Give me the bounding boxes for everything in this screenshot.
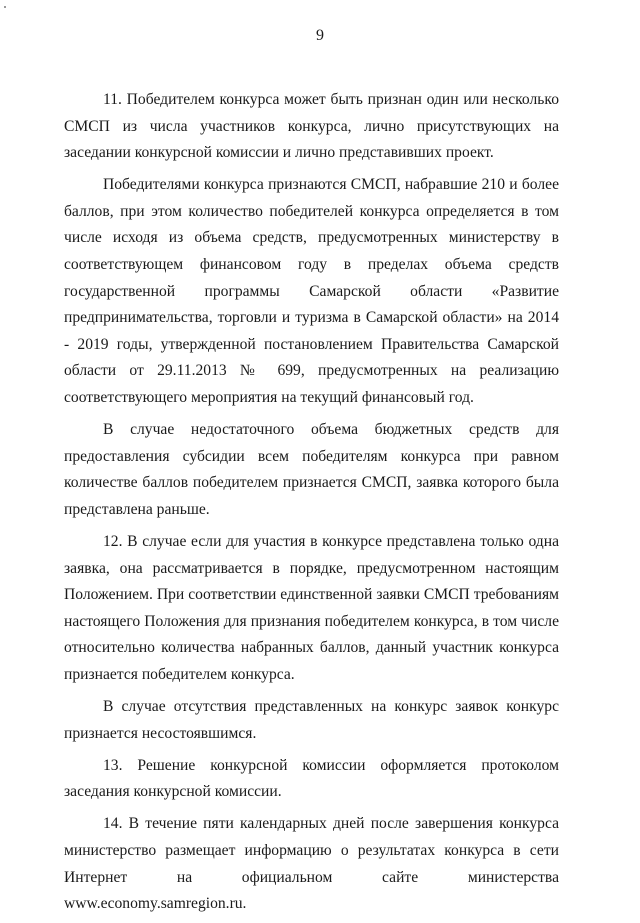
paragraph-14: 14. В течение пяти календарных дней после завершения конкурса министерство размещает информацию о результатах конкурса в сети Интернет на официальном сайте министерства www.economy.samregion.ru. <box>64 815 559 913</box>
paragraph-no-applications: В случае отсутствия представленных на конкурс заявок конкурс признается несостоявшимся. <box>64 698 559 742</box>
document-body <box>64 87 559 923</box>
paragraph-12: 12. В случае если для участия в конкурсе представлена только одна заявка, она рассматривается в порядке, предусмотренном настоящим Положением. При соответствии единственной заявки СМСП требованиям настоящего Положения для признания победителем конкурса, в том числе относительно количества набранных баллов, данный участник конкурса признается победителем конкурса. <box>64 533 559 683</box>
paragraph-13: 13. Решение конкурсной комиссии оформляется протоколом заседания конкурсной комиссии. <box>64 756 559 801</box>
paragraph-insufficient-funds: В случае недостаточного объема бюджетных средств для предоставления субсидии всем победителям конкурса при равном количестве баллов победителем признается СМСП, заявка которого была представлена раньше. <box>64 421 559 518</box>
page-number: 9 <box>316 27 324 44</box>
scan-artifact <box>4 6 6 8</box>
paragraph-winners-criteria: Победителями конкурса признаются СМСП, набравшие 210 и более баллов, при этом количество победителей конкурса определяется в том числе исходя из объема средств, предусмотренных министерству в соответствующем финансовом году в пределах объема средств государственной программы Самарской области «Развитие предпринимательства, торговли и туризма в Самарской области» на 2014 - 2019 годы, утвержденной постановлением Правительства Самарской области от 29.11.2013 № 699, предусмотренных на реализацию соответствующего мероприятия на текущий финансовый год. <box>64 176 559 407</box>
paragraph-11: 11. Победителем конкурса может быть признан один или несколько СМСП из числа участников конкурса, лично присутствующих на заседании конкурсной комиссии и лично представивших проект. <box>64 91 559 162</box>
